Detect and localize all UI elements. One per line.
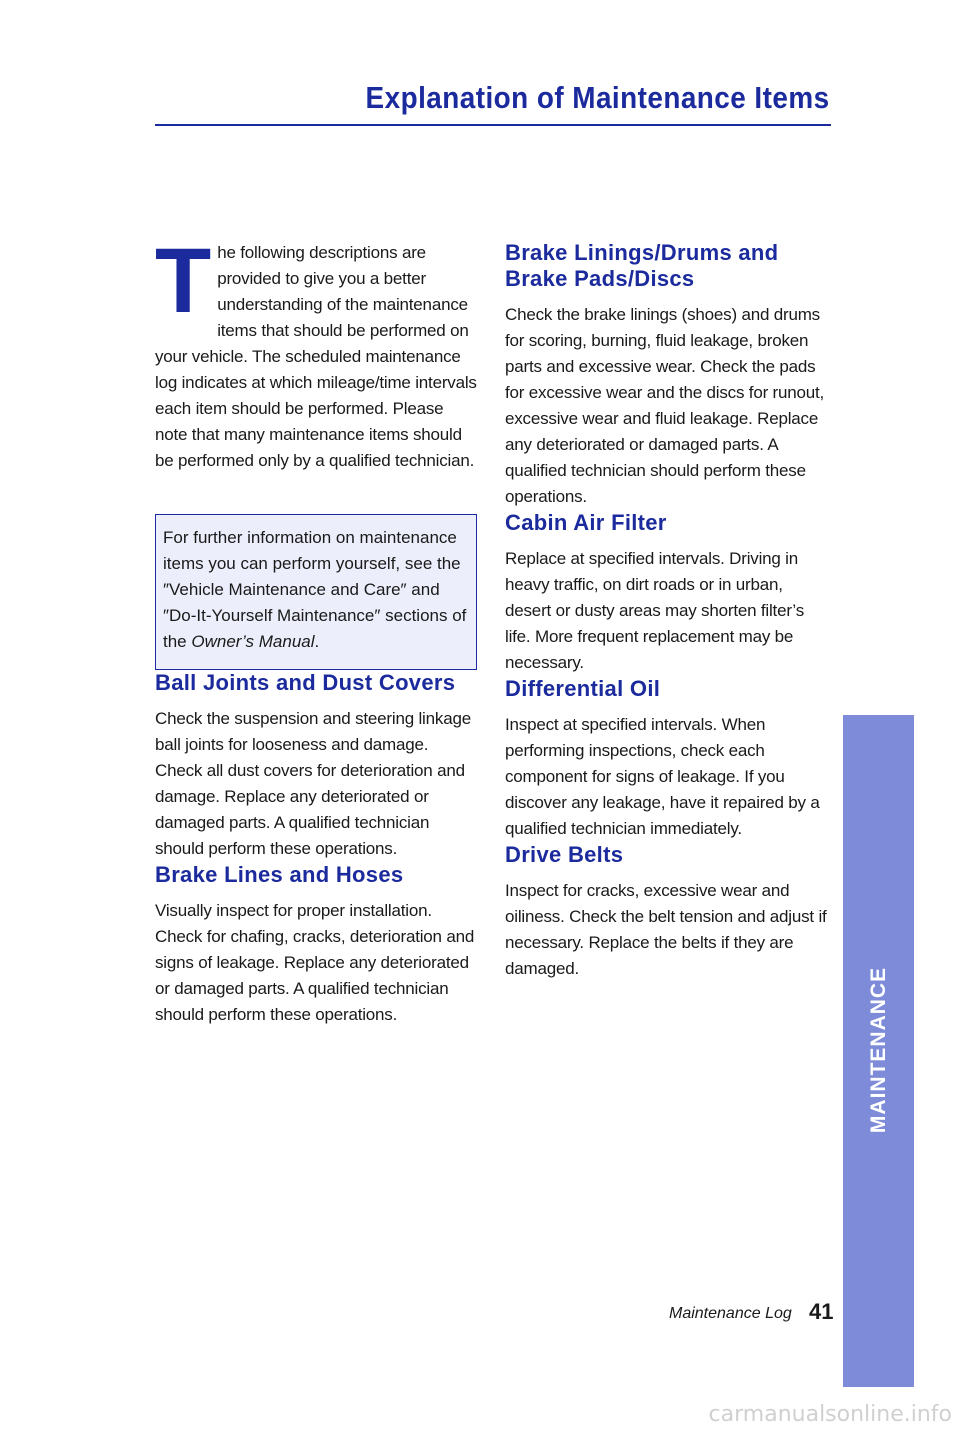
section-body-brake-linings: Check the brake linings (shoes) and drums for scoring, burning, fluid leakage, broken parts and excessive wear. Check the pads for excessive wear and the discs for runout, excessive wear and fluid leakage. Replace any deteriorated or damaged parts. A qualified technician should perform these operations. xyxy=(505,305,825,506)
section-title-differential-oil: Differential Oil xyxy=(505,676,661,701)
page-number: 41 xyxy=(809,1299,834,1324)
section-body-drive-belts: Inspect for cracks, excessive wear and oiliness. Check the belt tension and adjust if necessary. Replace the belts if they are damaged. xyxy=(505,881,827,978)
section-body-ball-joints: Check the suspension and steering linkage ball joints for looseness and damage. Check all dust covers for deterioration and damage. Replace any deteriorated or damaged parts. A qualified technician should perform these operations. xyxy=(155,709,471,858)
page-title: Explanation of Maintenance Items xyxy=(366,80,830,115)
intro-text: he following descriptions are provided to give you a better understanding of the maintenance items that should be performed on your vehicle. The scheduled maintenance log indicates at which mileage/time intervals each item should be performed. Please note that many maintenance items should be performed only by a qualified technician. xyxy=(155,243,477,470)
footer-label: Maintenance Log xyxy=(669,1305,792,1322)
section-title-ball-joints: Ball Joints and Dust Covers xyxy=(155,670,456,695)
owners-manual-ref: Owner’s Manual xyxy=(191,632,315,651)
section-body-cabin-filter: Replace at specified intervals. Driving in heavy traffic, on dirt roads or in urban, desert or dusty areas may shorten filter’s life. More frequent replacement may be necessary. xyxy=(505,549,804,672)
watermark: carmanualsonline.info xyxy=(708,1402,952,1427)
section-side-tab xyxy=(843,715,914,1387)
note-end: . xyxy=(314,632,320,651)
section-title-brake-lines: Brake Lines and Hoses xyxy=(155,862,404,887)
section-title-brake-linings: Brake Linings/Drums and Brake Pads/Discs xyxy=(505,240,779,291)
title-rule xyxy=(155,124,831,126)
section-title-drive-belts: Drive Belts xyxy=(505,842,624,867)
drop-cap: T xyxy=(155,230,212,332)
left-column xyxy=(155,230,477,1028)
side-tab-label: MAINTENANCE xyxy=(866,966,890,1134)
section-body-differential-oil: Inspect at specified intervals. When performing inspections, check each component for signs of leakage. If you discover any leakage, have it repaired by a qualified technician immediately. xyxy=(505,715,820,838)
right-column xyxy=(505,240,827,982)
note-body: For further information on maintenance items you can perform yourself, see the ″Vehicle Maintenance and Care″ and ″Do-It-Yourself Maintenance″ sections of the xyxy=(163,528,467,651)
section-title-cabin-filter: Cabin Air Filter xyxy=(505,510,667,535)
section-body-brake-lines: Visually inspect for proper installation. Check for chafing, cracks, deterioration and signs of leakage. Replace any deteriorated or damaged parts. A qualified technician should perform these operations. xyxy=(155,901,475,1024)
note-text xyxy=(163,525,470,655)
intro-paragraph xyxy=(155,230,477,474)
note-box xyxy=(155,514,477,670)
